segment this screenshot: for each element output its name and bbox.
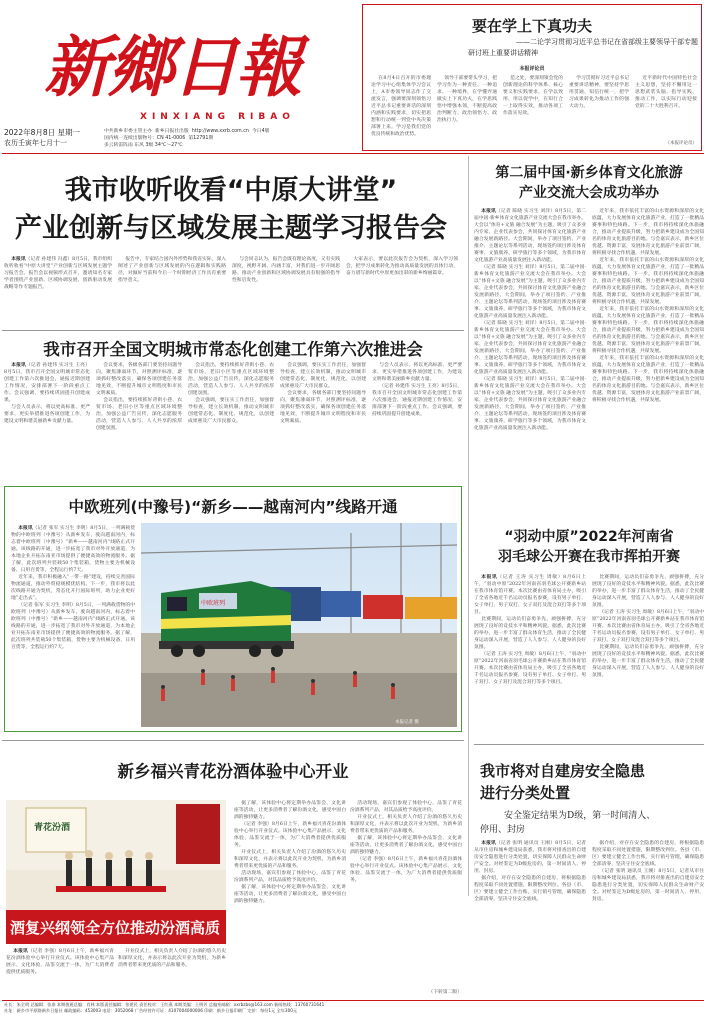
masthead-issue: 第12791期 xyxy=(188,136,214,141)
top-article-title[interactable]: 要在学上下真功夫 xyxy=(471,17,592,35)
newspaper-logo xyxy=(44,4,314,114)
footer-line-1: 社长：朱全明 总编辑：张泰 本期值班总编：肖林 本版责任编辑：张建民 责任校对：王红燕 本期美编：王明芳 总编室邮箱：xxrbzbs@163.com 新闻热线：13760731641 xyxy=(4,1002,325,1007)
top-article-col-3: 范之处，要深刻领会党的创新理论的科学体系、核心要义和实践要求，在学以致用、用以促学中，在知行合一上取得实效，推动各项工作落实见效。 xyxy=(503,76,563,116)
housing-col-1: 本报讯（记者 张明 通讯员 王刚）8月5日，记者从市住房和城乡建设局获悉，我市将对排查出的自建房安全隐患进行分类处置，切实保障人民群众生命财产安全。对经鉴定为D级危房的，第一时间清人、停用、封房。 据介绍，对存在安全隐患的自建房，将根据隐患程度采取不同处置措施，限期整改到位。各县（市、区）要建立健全工作台账，实行销号管理，确保隐患全部清零，坚决守住安全底线。 xyxy=(474,840,586,902)
top-article-end-note: （本报评论员） xyxy=(665,141,697,146)
fenjiu-col-4: 活动现场，嘉宾们参观了体验中心，品鉴了青花汾酒系列产品，对其品质给予高度评价。 开业仪式上，相关负责人介绍了汾酒的悠久历史和深厚文化，并表示将以此次开业为契机，为新乡消费者带来更优质的产品和服务。 据了解，该体验中心将定期举办品鉴会、文化讲座等活动，让更多消费者了解汾酒文化，感受中国白酒的独特魅力。 （记者 李强）8月6日上午，新乡福兴青花汾酒体验中心举行开业仪式。该体验中心集产品展示、文化体验、品鉴交流于一体，为广大消费者提供优质服务。 xyxy=(350,801,462,883)
civilization xyxy=(2,332,464,482)
masthead-publisher: 中共新乡市委主管主办 xyxy=(104,129,152,134)
civilization-title[interactable]: 我市召开全国文明城市常态化创建工作第六次推进会 xyxy=(43,340,423,359)
main-lead-col-4: 大家表示，要以此次报告会为契机，深入学习领会，把学习成果转化为推动高质量发展的具体行动，奋力谱写新时代中原更加出彩的新乡绚丽篇章。 xyxy=(346,257,458,276)
housing-sub-1: 安全鉴定结果为D级，第一时间清人、 xyxy=(504,811,656,821)
housing-title-1[interactable]: 我市将对自建房安全隐患 xyxy=(480,762,646,780)
main-lead-title-2[interactable]: 产业创新与区域发展主题学习报告会 xyxy=(15,213,447,244)
masthead-date: 2022年8月8日 星期一 xyxy=(4,128,81,137)
masthead-pinyin: XINXIANG RIBAO xyxy=(140,112,295,122)
column-divider xyxy=(468,156,469,896)
top-article-col-4: 学习贯彻好习近平总书记重要讲话精神，要坚持学思用贯通、知信行统一，把学习成果转化为推动工作的强大动力。 xyxy=(569,76,629,109)
masthead-weather: 多云转雷阵雨 东风 3级 34℃～27℃ xyxy=(104,143,183,148)
footer-line-2: 社址：新乡市平原路新乡日报社 邮政编码：453003 电话：3052068 广告经营许可证：4107004000006 印刷：新乡日报印刷厂 定价：每份1元 全年300元 xyxy=(4,1007,298,1013)
badminton-col-1: 本报讯（记者 王涛 实习生 周敏）8月6日上午，“羽动中原”2022年河南省羽毛球公开赛新乡站在我市体育馆开赛。本次比赛由省体育局主办，吸引了全省各地近千名运动员报名参赛，设有男子单打、女子单打、男子双打、女子双打及混合双打等多个项目。 比赛期间，运动员们奋勇争先、顽强拼搏，充分展现了良好的竞技水平和精神风貌。据悉，此次比赛的举办，进一步丰富了群众体育生活，推动了全民健身运动深入开展，营造了人人参与、人人健身的良好氛围。 （记者 王涛 实习生 周敏）8月6日上午，“羽动中原”2022年河南省羽毛球公开赛新乡站在我市体育馆开赛。本次比赛由省体育局主办，吸引了全省各地近千名运动员报名参赛，设有男子单打、女子单打、男子双打、女子双打及混合双打等多个项目。 xyxy=(474,574,586,685)
rail-article-box xyxy=(4,486,462,732)
train-photo-caption: 本报记者 摄 xyxy=(395,720,419,725)
fenjiu-end-note: （下转第二版） xyxy=(428,990,462,995)
fenjiu-photo xyxy=(6,800,226,944)
top-article-col-2: 领导干部要带头学习，把学习作为一种责任、一种追求、一种境界，在学懂弄通做实上下真功夫，在学思践悟中增强本领，不断提高政治判断力、政治领悟力、政治执行力。 xyxy=(437,76,497,123)
badminton xyxy=(474,520,704,740)
masthead-website[interactable]: http://www.xxrb.com.cn xyxy=(191,129,249,134)
masthead-info xyxy=(104,128,356,149)
fenjiu-col-1: 本报讯（记者 李强）8月6日上午，新乡福兴青花汾酒体验中心举行开业仪式。该体验中心集产品展示、文化体验、品鉴交流于一体，为广大消费者提供优质服务。 xyxy=(6,948,114,975)
housing-title-2[interactable]: 进行分类处置 xyxy=(480,784,571,802)
culture-tourism-col-1: 本报讯（记者 陈晓 实习生 刘洋）8月5日，第二届中国·新乡体育文化旅游产业交流大会在我市举办。大会以“体育+文旅 融合发展”为主题，吸引了众多业内专家、企业代表参会，共同探讨体育文化旅游产业融合发展新路径。大会期间，举办了项目签约、产业推介、主题论坛等系列活动，现场签约项目涉及体育赛事、文旅康养、研学旅行等多个领域，为我市体育文化旅游产业高质量发展注入新动能。 （记者 陈晓 实习生 刘洋）8月5日，第二届中国·新乡体育文化旅游产业交流大会在我市举办。大会以“体育+文旅 融合发展”为主题，吸引了众多业内专家、企业代表参会，共同探讨体育文化旅游产业融合发展新路径。大会期间，举办了项目签约、产业推介、主题论坛等系列活动，现场签约项目涉及体育赛事、文旅康养、研学旅行等多个领域，为我市体育文化旅游产业高质量发展注入新动能。 （记者 陈晓 实习生 刘洋）8月5日，第二届中国·新乡体育文化旅游产业交流大会在我市举办。大会以“体育+文旅 融合发展”为主题，吸引了众多业内专家、企业代表参会，共同探讨体育文化旅游产业融合发展新路径。大会期间，举办了项目签约、产业推介、主题论坛等系列活动，现场签约项目涉及体育赛事、文旅康养、研学旅行等多个领域，为我市体育文化旅游产业高质量发展注入新动能。 （记者 陈晓 实习生 刘洋）8月5日，第二届中国·新乡体育文化旅游产业交流大会在我市举办。大会以“体育+文旅 融合发展”为主题，吸引了众多业内专家、企业代表参会，共同探讨体育文化旅游产业融合发展新路径。大会期间，举办了项目签约、产业推介、主题论坛等系列活动，现场签约项目涉及体育赛事、文旅康养、研学旅行等多个领域，为我市体育文化旅游产业高质量发展注入新动能。 xyxy=(474,208,586,431)
masthead-group: 新乡日报社出版 xyxy=(155,129,189,134)
top-article-byline: 本报评论员 xyxy=(519,66,545,72)
train-photo xyxy=(141,523,457,727)
divider-fenjiu xyxy=(2,740,464,741)
fenjiu xyxy=(2,742,464,998)
badminton-title-1[interactable]: “羽动中原”2022年河南省 xyxy=(504,529,674,545)
culture-tourism xyxy=(474,156,704,516)
main-lead-col-2: 报告中，专家结合国内外形势和我省实际，深入阐述了产业创新与区域发展的内在逻辑和实践路径，对做好当前和今后一个时期经济工作具有重要指导意义。 xyxy=(118,257,226,283)
main-lead-col-1: 本报讯（记者 孙建伟 冯鑫）8月5日，我市组织收听收看“中原大讲堂”产业创新与区域发展主题学习报告会。报告会以视频形式召开，邀请知名专家学者围绕产业创新、区域协调发展、创新驱动发展战略等作专题报告。 xyxy=(4,256,112,290)
culture-tourism-title-1[interactable]: 第二届中国·新乡体育文化旅游 xyxy=(495,165,683,181)
housing-safety xyxy=(474,748,704,998)
fenjiu-title[interactable]: 新乡福兴青花汾酒体验中心开业 xyxy=(117,762,349,781)
main-lead-col-3: 与会同志认为，报告会既有理论高度，又有实践深度，视野开阔、内涵丰富，对我们进一步开阔思路、推动产业创新和区域协调发展具有很强的指导性和启发性。 xyxy=(232,257,340,283)
divider-civilization xyxy=(2,330,464,331)
fenjiu-photo-sign-text: 青花汾酒 xyxy=(34,823,71,833)
civilization-col-4: 会议强调，要压实工作责任，加强督导检查，建立长效机制，推动文明城市创建常态化、制度化、规范化，以创建成果惠及广大市民群众。 会议要求，各级各部门要坚持问题导向，聚焦薄弱环节，对照测评标准，逐项抓好整改落实，确保各项创建任务落地见效，不断提升城市文明程度和市民文明素质。 xyxy=(280,363,366,424)
rail-article-title[interactable]: 中欧班列(中豫号)“新乡——越南河内”线路开通 xyxy=(68,498,398,516)
top-article-box xyxy=(362,4,702,151)
divider-housing xyxy=(474,744,704,745)
rail-article-text: 本报讯（记者 张军 实习生 李明）8月5日，一列满载货物的中欧班列（中豫号）从新乡发车，驶向越南河内，标志着中欧班列（中豫号）“新乡——越南河内”线路正式开通。该线路的开通，进一步拓宽了我市对外开放通道，为本地企业开拓东南亚市场提供了便捷高效的物流服务。据了解，此次班列共装载50个集装箱，货物主要为机械设备、日用百货等，全程运行约7天。 近年来，我市积极融入“一带一路”建设，持续完善国际物流通道，推动外贸稳规模优结构。下一步，我市将以此次线路开通为契机，常态化开行国际班列，助力企业更好地“走出去”。 （记者 张军 实习生 李明）8月5日，一列满载货物的中欧班列（中豫号）从新乡发车，驶向越南河内，标志着中欧班列（中豫号）“新乡——越南河内”线路正式开通。该线路的开通，进一步拓宽了我市对外开放通道，为本地企业开拓东南亚市场提供了便捷高效的物流服务。据了解，此次班列共装载50个集装箱，货物主要为机械设备、日用百货等，全程运行约7天。 xyxy=(11,525,135,650)
fenjiu-col-3: 据了解，该体验中心将定期举办品鉴会、文化讲座等活动，让更多消费者了解汾酒文化，感受中国白酒的独特魅力。 （记者 李强）8月6日上午，新乡福兴青花汾酒体验中心举行开业仪式。该体验中心集产品展示、文化体验、品鉴交流于一体，为广大消费者提供优质服务。 开业仪式上，相关负责人介绍了汾酒的悠久历史和深厚文化，并表示将以此次开业为契机，为新乡消费者带来更优质的产品和服务。 活动现场，嘉宾们参观了体验中心，品鉴了青花汾酒系列产品，对其品质给予高度评价。 据了解，该体验中心将定期举办品鉴会、文化讲座等活动，让更多消费者了解汾酒文化，感受中国白酒的独特魅力。 xyxy=(234,801,346,904)
logo-text: 新鄉日報 xyxy=(44,28,300,106)
top-article-subtitle-1: ——二论学习贯彻习近平总书记在省部级主要领导干部专题 xyxy=(516,38,698,46)
main-lead-title-1[interactable]: 我市收听收看“中原大讲堂” xyxy=(64,175,398,206)
badminton-title-2[interactable]: 羽毛球公开赛在我市挥拍开赛 xyxy=(498,549,680,565)
main-lead xyxy=(2,156,460,328)
train-banner-text: 中欧班列 xyxy=(201,600,226,607)
civilization-col-1: 本报讯（记者 孙建伟 实习生 王亮）8月5日，我市召开全国文明城市常态化创建工作第六次推进会，通报近期创建工作情况，安排部署下一阶段重点工作。会议强调，要持续巩固提升创建成果。 与会人员表示，将以更高标准、更严要求、更实举措推进各项创建工作，为建设文明和谐美丽新乡贡献力量。 xyxy=(4,362,90,424)
top-article-subtitle-2: 研讨班上重要讲话精神 xyxy=(468,49,538,57)
top-article-col-1: 在8月4日召开的市委理论学习中心组集体学习会议上，A市委领导同志作了交流发言，强调要深刻领悟习近平总书记重要讲话的深刻内涵和实践要求，切实把思想和行动统一到党中央决策部署上来。学习是我们党的优良传统和政治优势。 xyxy=(371,76,431,137)
masthead-cn-number: 国内统一连续出版物号：CN 41-0006 xyxy=(104,136,186,141)
civilization-col-5: 与会人员表示，将以更高标准、更严要求、更实举措推进各项创建工作，为建设文明和谐美丽新乡贡献力量。 （记者 孙建伟 实习生 王亮）8月5日，我市召开全国文明城市常态化创建工作第六次推进会，通报近期创建工作情况，安排部署下一阶段重点工作。会议强调，要持续巩固提升创建成果。 xyxy=(372,363,462,417)
top-article-col-5: 近平新时代中国特色社会主义思想，坚持不懈用这一思想武装头脑、指导实践、推动工作，以实际行动迎接党的二十大胜利召开。 xyxy=(635,76,697,109)
badminton-col-2: 比赛期间，运动员们奋勇争先、顽强拼搏，充分展现了良好的竞技水平和精神风貌。据悉，此次比赛的举办，进一步丰富了群众体育生活，推动了全民健身运动深入开展，营造了人人参与、人人健身的良好氛围。 （记者 王涛 实习生 周敏）8月6日上午，“羽动中原”2022年河南省羽毛球公开赛新乡站在我市体育馆开赛。本次比赛由省体育局主办，吸引了全省各地近千名运动员报名参赛，设有男子单打、女子单打、男子双打、女子双打及混合双打等多个项目。 比赛期间，运动员们奋勇争先、顽强拼搏，充分展现了良好的竞技水平和精神风貌。据悉，此次比赛的举办，进一步丰富了群众体育生活，推动了全民健身运动深入开展，营造了人人参与、人人健身的良好氛围。 xyxy=(592,575,704,678)
culture-tourism-title-2[interactable]: 产业交流大会成功举办 xyxy=(519,185,659,201)
footer xyxy=(4,1002,704,1014)
fenjiu-col-2: 开业仪式上，相关负责人介绍了汾酒的悠久历史和深厚文化，并表示将以此次开业为契机，为新乡消费者带来更优质的产品和服务。 xyxy=(118,949,226,968)
culture-tourism-col-2: 近年来，我市依托丰富的山水资源和深厚的文化底蕴，大力发展体育文化旅游产业，打造了一批精品赛事和特色线路。下一步，我市将持续深化体旅融合，推动产业提质升级，努力把新乡建设成为全国知名的体育文化旅游目的地。与会嘉宾表示，新乡区位优越、资源丰富，发展体育文化旅游产业前景广阔，将积极寻找合作机遇，共谋发展。 近年来，我市依托丰富的山水资源和深厚的文化底蕴，大力发展体育文化旅游产业，打造了一批精品赛事和特色线路。下一步，我市将持续深化体旅融合，推动产业提质升级，努力把新乡建设成为全国知名的体育文化旅游目的地。与会嘉宾表示，新乡区位优越、资源丰富，发展体育文化旅游产业前景广阔，将积极寻找合作机遇，共谋发展。 近年来，我市依托丰富的山水资源和深厚的文化底蕴，大力发展体育文化旅游产业，打造了一批精品赛事和特色线路。下一步，我市将持续深化体旅融合，推动产业提质升级，努力把新乡建设成为全国知名的体育文化旅游目的地。与会嘉宾表示，新乡区位优越、资源丰富，发展体育文化旅游产业前景广阔，将积极寻找合作机遇，共谋发展。 近年来，我市依托丰富的山水资源和深厚的文化底蕴，大力发展体育文化旅游产业，打造了一批精品赛事和特色线路。下一步，我市将持续深化体旅融合，推动产业提质升级，努力把新乡建设成为全国知名的体育文化旅游目的地。与会嘉宾表示，新乡区位优越、资源丰富，发展体育文化旅游产业前景广阔，将积极寻找合作机遇，共谋发展。 xyxy=(592,209,704,403)
masthead xyxy=(0,0,360,152)
footer-rule xyxy=(2,1000,704,1001)
civilization-col-3: 会议指出，要持续抓好背街小巷、农贸市场、老旧小区等重点区域环境整治，加强公益广告宣传，深化志愿服务活动，营造人人参与、人人共享的浓厚创建氛围。 会议强调，要压实工作责任，加强督导检查，建立长效机制，推动文明城市创建常态化、制度化、规范化，以创建成果惠及广大市民群众。 xyxy=(188,363,274,424)
masthead-lunar: 农历壬寅年七月十一 xyxy=(4,139,67,147)
housing-col-2: 据介绍，对存在安全隐患的自建房，将根据隐患程度采取不同处置措施，限期整改到位。各县（市、区）要建立健全工作台账，实行销号管理，确保隐患全部清零，坚决守住安全底线。 （记者 张明 通讯员 王刚）8月5日，记者从市住房和城乡建设局获悉，我市将对排查出的自建房安全隐患进行分类处置，切实保障人民群众生命财产安全。对经鉴定为D级危房的，第一时间清人、停用、封房。 xyxy=(592,841,704,902)
masthead-edition: 今日4版 xyxy=(251,129,270,134)
housing-sub-2: 停用、封房 xyxy=(480,825,526,835)
masthead-rule xyxy=(2,153,704,154)
fenjiu-photo-banner: 酒复兴纲领全方位推动汾酒高质 xyxy=(10,919,221,937)
civilization-col-2: 会议要求，各级各部门要坚持问题导向，聚焦薄弱环节，对照测评标准，逐项抓好整改落实，确保各项创建任务落地见效，不断提升城市文明程度和市民文明素质。 会议指出，要持续抓好背街小巷、农贸市场、老旧小区等重点区域环境整治，加强公益广告宣传，深化志愿服务活动，营造人人参与、人人共享的浓厚创建氛围。 xyxy=(96,363,182,431)
